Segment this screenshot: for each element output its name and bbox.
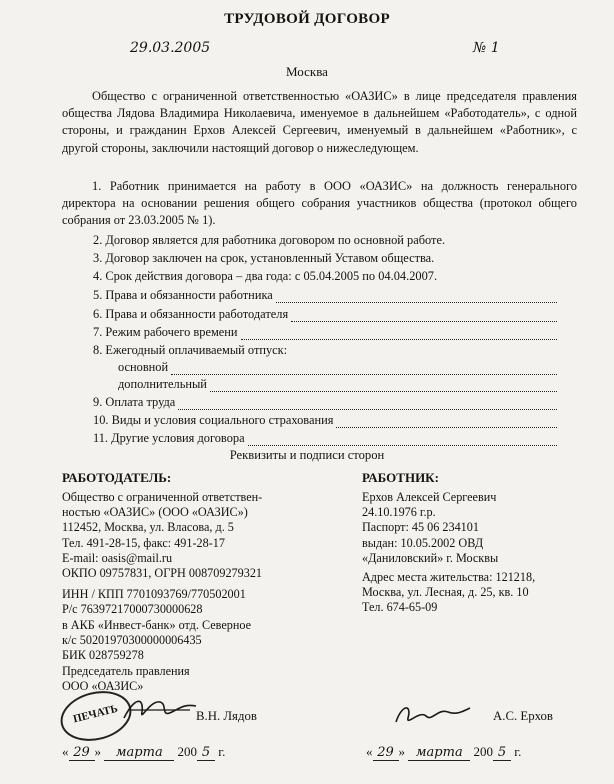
employee-signer-name: А.С. Ерхов bbox=[493, 709, 553, 723]
clause-6-text: 6. Права и обязанности работодателя bbox=[93, 307, 289, 321]
employer-line: ОКПО 09757831, ОГРН 008709279321 bbox=[62, 566, 263, 581]
employee-sign-date: « 29 » марта 200 5 г. bbox=[366, 744, 522, 760]
employer-signer-name: В.Н. Лядов bbox=[196, 709, 257, 723]
employee-signature bbox=[392, 700, 472, 730]
employer-line: БИК 028759278 bbox=[62, 648, 144, 663]
fill-line bbox=[248, 435, 557, 446]
requisites-title: Реквизиты и подписи сторон bbox=[229, 448, 385, 462]
employer-position bbox=[62, 664, 190, 694]
clause-5 bbox=[93, 287, 557, 303]
clause-1: 1. Работник принимается на работу в ООО «ОАЗИС» на должность генерального директора на основании решения общего собрания участников общества (протокол общего собрания от 23.03.2005 № 1). bbox=[62, 179, 577, 228]
employee-line: Ерхов Алексей Сергеевич bbox=[362, 490, 497, 504]
clause-7-text: 7. Режим рабочего времени bbox=[93, 325, 238, 339]
clause-3 bbox=[93, 250, 557, 266]
clause-8 bbox=[93, 342, 557, 358]
employer-date-month: марта bbox=[104, 745, 174, 761]
employer-line: ностью «ОАЗИС» (ООО «ОАЗИС») bbox=[62, 505, 248, 520]
fill-line bbox=[171, 364, 557, 375]
employee-heading: РАБОТНИК: bbox=[362, 470, 439, 485]
employee-address bbox=[362, 570, 535, 616]
company-stamp: ПЕЧАТЬ bbox=[55, 684, 136, 748]
employee-date-month: марта bbox=[408, 745, 470, 761]
fill-line bbox=[241, 329, 557, 340]
employee-date-suffix: г. bbox=[514, 744, 522, 759]
employee-date-year-suffix: 5 bbox=[493, 745, 511, 761]
employer-date-year-prefix: 200 bbox=[177, 744, 197, 759]
employer-position-title: Председатель правления bbox=[62, 664, 190, 678]
employer-line: в АКБ «Инвест-банк» отд. Северное bbox=[62, 617, 252, 632]
employer-signature bbox=[120, 692, 200, 726]
employee-address-line: Адрес места жительства: 121218, bbox=[362, 570, 536, 584]
employer-line: Общество с ограниченной ответствен- bbox=[62, 490, 263, 504]
employer-line: к/с 50201970300000006435 bbox=[62, 632, 202, 647]
employee-address-line: Тел. 674-65-09 bbox=[362, 600, 438, 615]
employee-address-line: Москва, ул. Лесная, д. 25, кв. 10 bbox=[362, 585, 529, 600]
employee-line: выдан: 10.05.2002 ОВД bbox=[362, 535, 484, 550]
clause-10-text: 10. Виды и условия социального страхования bbox=[93, 413, 334, 427]
employee-details bbox=[362, 490, 498, 566]
clause-4-text: 4. Срок действия договора – два года: с 05.04.2005 по 04.04.2007. bbox=[93, 269, 438, 283]
clause-8-main-text: основной bbox=[118, 360, 169, 374]
employee-date-year-prefix: 200 bbox=[473, 744, 493, 759]
intro-paragraph: Общество с ограниченной ответственностью «ОАЗИС» в лице председателя правления общества Лядова Владимира Николаевича, именуемое в дальнейшем «Работодатель», с одной стороны, и гражданин Ерхов Алексей Сергеевич, именуемый в дальнейшем «Работник», с другой стороны, заключили настоящий договор о нижеследующем. bbox=[62, 89, 577, 155]
employer-line: Р/с 76397217000730000628 bbox=[62, 602, 203, 617]
employee-date-day: 29 bbox=[373, 745, 399, 761]
clause-10 bbox=[93, 412, 557, 428]
fill-line bbox=[276, 292, 557, 303]
fill-line bbox=[336, 417, 557, 428]
contract-number: № 1 bbox=[473, 40, 500, 56]
clause-11-text: 11. Другие условия договора bbox=[93, 431, 245, 445]
clause-8-main bbox=[118, 359, 557, 375]
clause-2 bbox=[93, 232, 557, 248]
employer-date-suffix: г. bbox=[218, 744, 226, 759]
clause-7 bbox=[93, 324, 557, 340]
employee-line: 24.10.1976 г.р. bbox=[362, 505, 436, 520]
clause-11 bbox=[93, 430, 557, 446]
employee-line: «Даниловский» г. Москвы bbox=[362, 550, 499, 565]
clause-2-text: 2. Договор является для работника договором по основной работе. bbox=[93, 233, 446, 247]
clause-8-extra-text: дополнительный bbox=[118, 377, 207, 391]
employer-date-day: 29 bbox=[69, 745, 95, 761]
employee-line: Паспорт: 45 06 234101 bbox=[362, 520, 479, 535]
contract-city: Москва bbox=[286, 64, 328, 79]
employer-heading: РАБОТОДАТЕЛЬ: bbox=[62, 470, 172, 485]
clause-9-text: 9. Оплата труда bbox=[93, 395, 176, 409]
clause-4 bbox=[93, 268, 557, 284]
clause-3-text: 3. Договор заключен на срок, установленный Уставом общества. bbox=[93, 251, 435, 265]
employer-line: E-mail: oasis@mail.ru bbox=[62, 550, 173, 565]
clause-8-extra bbox=[118, 376, 557, 392]
employer-line: 112452, Москва, ул. Власова, д. 5 bbox=[62, 520, 234, 535]
clause-6 bbox=[93, 306, 557, 322]
employer-company: ООО «ОАЗИС» bbox=[62, 679, 144, 694]
employer-details bbox=[62, 490, 262, 663]
clause-9 bbox=[93, 394, 557, 410]
employer-date-year-suffix: 5 bbox=[197, 745, 215, 761]
fill-line bbox=[291, 311, 557, 322]
fill-line bbox=[178, 399, 557, 410]
employer-line: Тел. 491-28-15, факс: 491-28-17 bbox=[62, 535, 225, 550]
clause-5-text: 5. Права и обязанности работника bbox=[93, 288, 273, 302]
contract-date: 29.03.2005 bbox=[130, 40, 211, 56]
fill-line bbox=[210, 381, 557, 392]
employer-sign-date: « 29 » марта 200 5 г. bbox=[62, 744, 226, 760]
clause-8-text: 8. Ежегодный оплачиваемый отпуск: bbox=[93, 343, 288, 357]
employer-line: ИНН / КПП 7701093769/770502001 bbox=[62, 587, 246, 602]
document-title: ТРУДОВОЙ ДОГОВОР bbox=[224, 11, 390, 27]
